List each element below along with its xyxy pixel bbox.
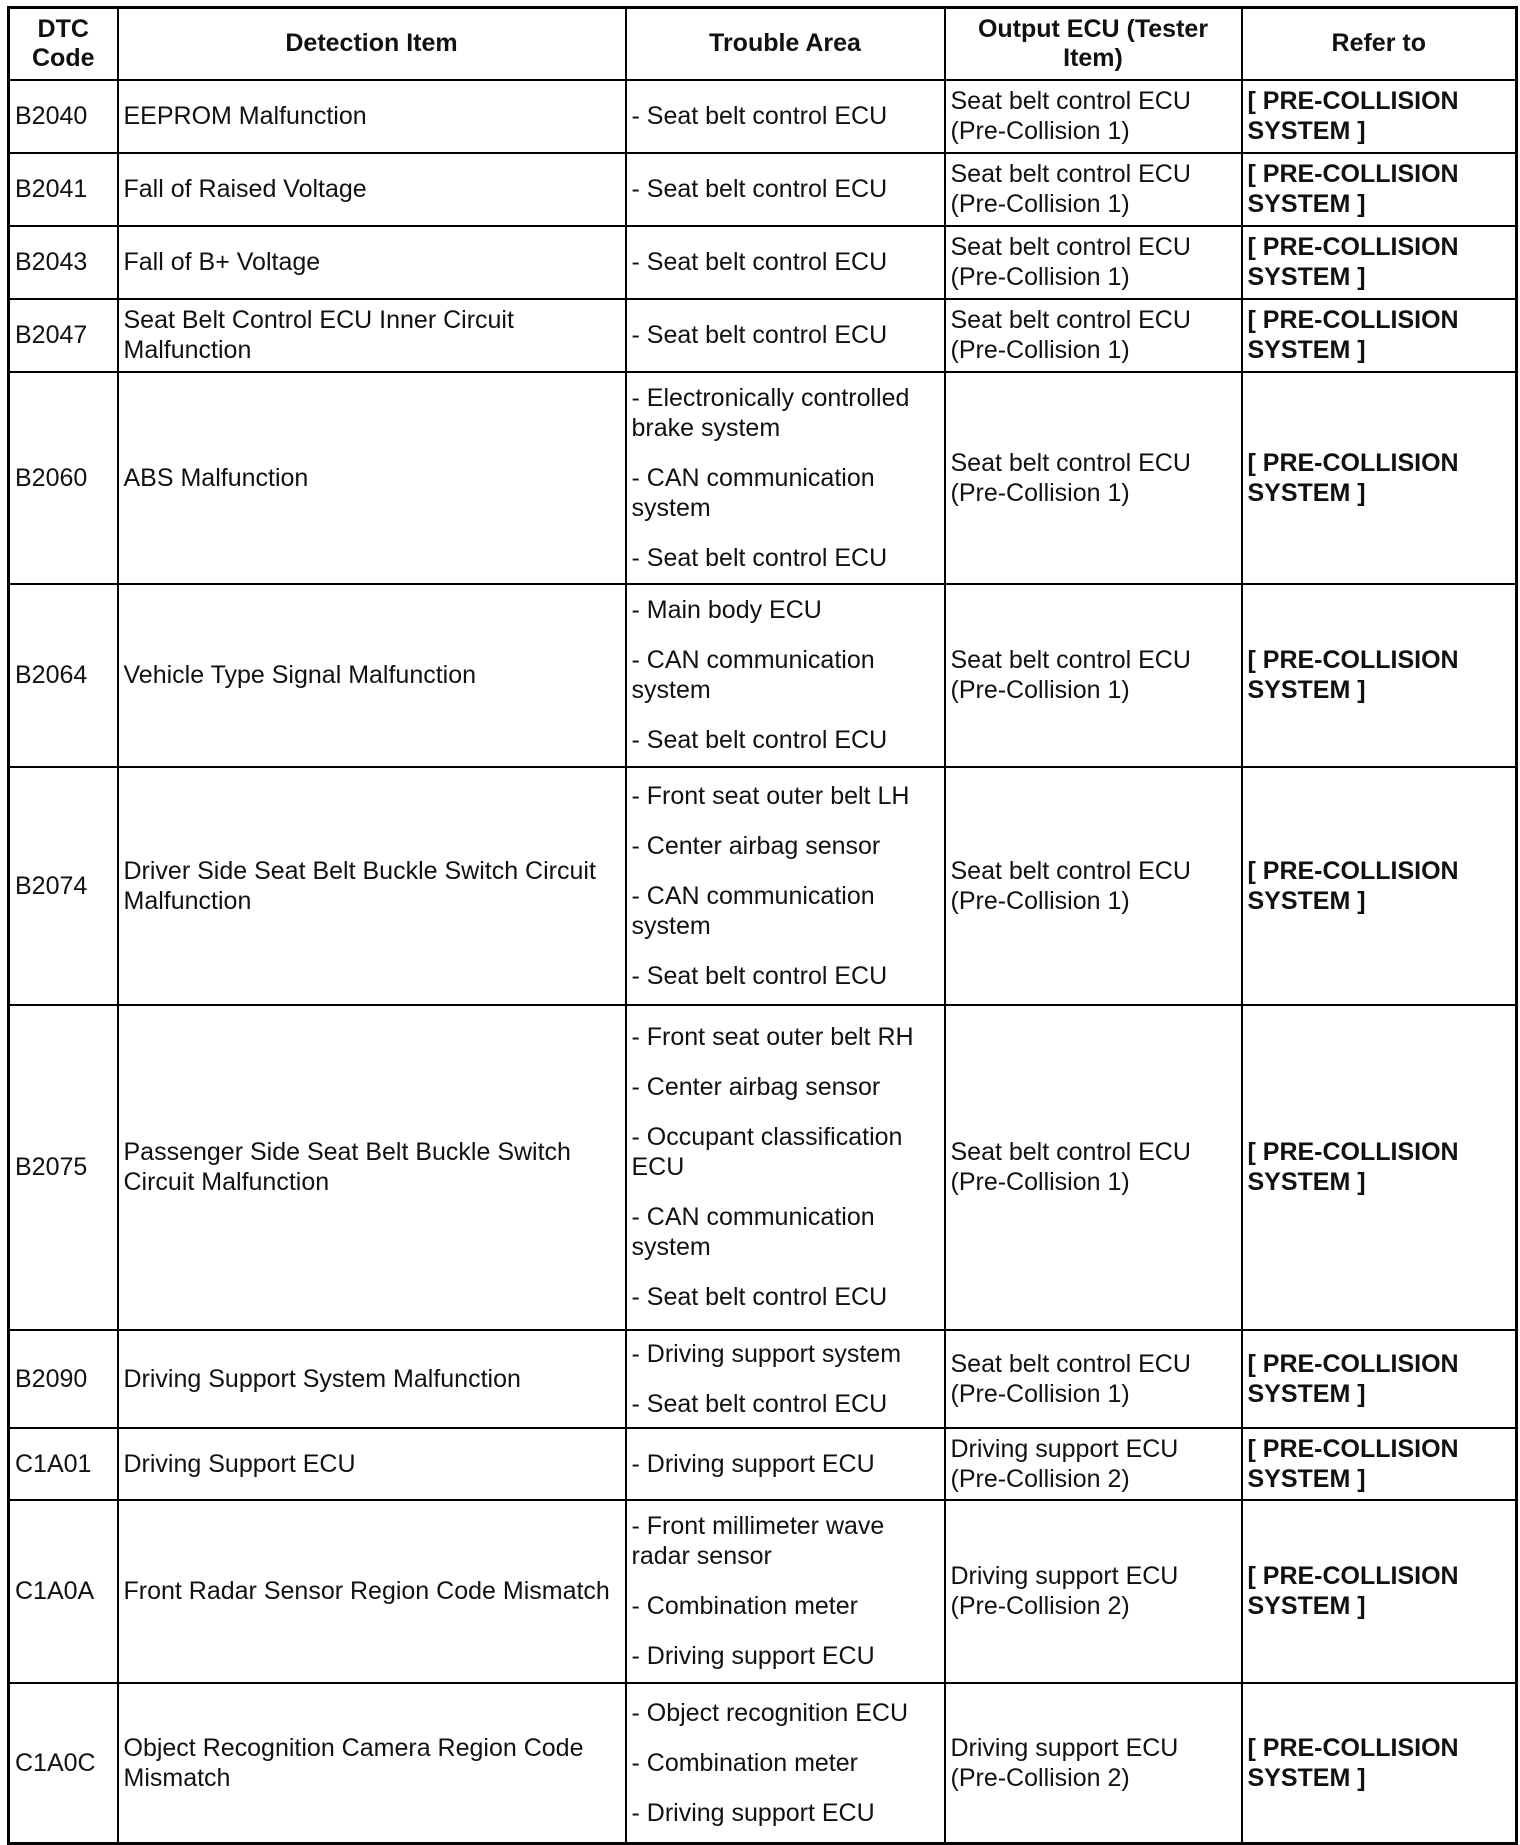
- trouble-area-item: - Driving support ECU: [631, 1642, 875, 1670]
- refer-to-cell: [ PRE-COLLISION SYSTEM ]: [1242, 299, 1517, 372]
- table-row: [9, 584, 1517, 767]
- trouble-area-cell: [626, 372, 945, 584]
- refer-to-cell: [ PRE-COLLISION SYSTEM ]: [1242, 767, 1517, 1005]
- trouble-area-item: - Driving support ECU: [631, 1798, 875, 1827]
- refer-to-cell: [ PRE-COLLISION SYSTEM ]: [1242, 80, 1517, 153]
- output-ecu-cell: Seat belt control ECU (Pre-Collision 1): [945, 299, 1242, 372]
- refer-to-cell: [ PRE-COLLISION SYSTEM ]: [1242, 153, 1517, 226]
- trouble-area-item: - Front seat outer belt LH: [631, 781, 910, 810]
- trouble-area-item: - Driving support system: [631, 1339, 902, 1368]
- refer-to-cell: [ PRE-COLLISION SYSTEM ]: [1242, 584, 1517, 767]
- detection-item-cell: Fall of B+ Voltage: [118, 226, 626, 299]
- table-body: [9, 80, 1517, 1844]
- header-output-ecu: Output ECU (Tester Item): [945, 8, 1242, 80]
- output-ecu-cell: Driving support ECU (Pre-Collision 2): [945, 1683, 1242, 1844]
- trouble-area-item: - Object recognition ECU: [631, 1698, 909, 1727]
- detection-item-cell: Seat Belt Control ECU Inner Circuit Malfunction: [118, 299, 626, 372]
- dtc-code-cell: B2090: [9, 1330, 118, 1428]
- detection-item-cell: Passenger Side Seat Belt Buckle Switch Circuit Malfunction: [118, 1005, 626, 1330]
- refer-to-cell: [ PRE-COLLISION SYSTEM ]: [1242, 226, 1517, 299]
- trouble-area-cell: [626, 1330, 945, 1428]
- table-row: [9, 1683, 1517, 1844]
- dtc-code-cell: B2047: [9, 299, 118, 372]
- table-row: [9, 80, 1517, 153]
- trouble-area-item: - Front millimeter wave radar sensor: [631, 1512, 885, 1570]
- output-ecu-cell: Seat belt control ECU (Pre-Collision 1): [945, 1005, 1242, 1330]
- dtc-code-cell: C1A0A: [9, 1500, 118, 1683]
- table-row: [9, 153, 1517, 226]
- header-refer-to: Refer to: [1242, 8, 1517, 80]
- header-dtc-code: DTC Code: [9, 8, 118, 80]
- table-row: [9, 1005, 1517, 1330]
- detection-item-cell: Driving Support System Malfunction: [118, 1330, 626, 1428]
- table-row: [9, 1500, 1517, 1683]
- trouble-area-item: - Seat belt control ECU: [631, 1389, 888, 1418]
- refer-to-cell: [ PRE-COLLISION SYSTEM ]: [1242, 1500, 1517, 1683]
- output-ecu-cell: Seat belt control ECU (Pre-Collision 1): [945, 372, 1242, 584]
- trouble-area-item: - CAN communication system: [631, 1203, 875, 1261]
- output-ecu-cell: Seat belt control ECU (Pre-Collision 1): [945, 80, 1242, 153]
- trouble-area-item: - Occupant classification ECU: [631, 1123, 903, 1181]
- refer-to-cell: [ PRE-COLLISION SYSTEM ]: [1242, 1428, 1517, 1500]
- dtc-code-cell: B2075: [9, 1005, 118, 1330]
- trouble-area-cell: [626, 226, 945, 299]
- detection-item-cell: Driving Support ECU: [118, 1428, 626, 1500]
- table-row: [9, 226, 1517, 299]
- refer-to-cell: [ PRE-COLLISION SYSTEM ]: [1242, 1683, 1517, 1844]
- trouble-area-item: - Electronically controlled brake system: [631, 383, 910, 442]
- output-ecu-cell: Seat belt control ECU (Pre-Collision 1): [945, 226, 1242, 299]
- trouble-area-item: - Seat belt control ECU: [631, 102, 888, 130]
- trouble-area-cell: [626, 299, 945, 372]
- refer-to-cell: [ PRE-COLLISION SYSTEM ]: [1242, 372, 1517, 584]
- header-row: [9, 8, 1517, 80]
- output-ecu-cell: Driving support ECU (Pre-Collision 2): [945, 1428, 1242, 1500]
- trouble-area-item: - Seat belt control ECU: [631, 961, 888, 990]
- trouble-area-item: - Main body ECU: [631, 596, 822, 624]
- detection-item-cell: ABS Malfunction: [118, 372, 626, 584]
- trouble-area-cell: [626, 1500, 945, 1683]
- trouble-area-item: - Seat belt control ECU: [631, 1283, 888, 1311]
- header-trouble-area: Trouble Area: [626, 8, 945, 80]
- table-row: [9, 1330, 1517, 1428]
- table-row: [9, 767, 1517, 1005]
- trouble-area-item: - Combination meter: [631, 1748, 858, 1777]
- dtc-code-cell: B2043: [9, 226, 118, 299]
- trouble-area-cell: [626, 584, 945, 767]
- trouble-area-cell: [626, 153, 945, 226]
- output-ecu-cell: Seat belt control ECU (Pre-Collision 1): [945, 1330, 1242, 1428]
- trouble-area-item: - CAN communication system: [631, 881, 875, 940]
- trouble-area-cell: [626, 1428, 945, 1500]
- output-ecu-cell: Seat belt control ECU (Pre-Collision 1): [945, 584, 1242, 767]
- table-row: [9, 372, 1517, 584]
- trouble-area-item: - CAN communication system: [631, 463, 875, 522]
- trouble-area-item: - Front seat outer belt RH: [631, 1023, 914, 1051]
- output-ecu-cell: Seat belt control ECU (Pre-Collision 1): [945, 153, 1242, 226]
- refer-to-cell: [ PRE-COLLISION SYSTEM ]: [1242, 1005, 1517, 1330]
- detection-item-cell: Driver Side Seat Belt Buckle Switch Circuit Malfunction: [118, 767, 626, 1005]
- dtc-code-cell: C1A0C: [9, 1683, 118, 1844]
- table-row: [9, 1428, 1517, 1500]
- trouble-area-item: - Seat belt control ECU: [631, 726, 888, 754]
- trouble-area-cell: [626, 1005, 945, 1330]
- trouble-area-cell: [626, 1683, 945, 1844]
- detection-item-cell: Vehicle Type Signal Malfunction: [118, 584, 626, 767]
- output-ecu-cell: Seat belt control ECU (Pre-Collision 1): [945, 767, 1242, 1005]
- detection-item-cell: Object Recognition Camera Region Code Mismatch: [118, 1683, 626, 1844]
- output-ecu-cell: Driving support ECU (Pre-Collision 2): [945, 1500, 1242, 1683]
- trouble-area-cell: [626, 80, 945, 153]
- trouble-area-item: - Seat belt control ECU: [631, 175, 888, 203]
- header-detection-item: Detection Item: [118, 8, 626, 80]
- trouble-area-item: - Center airbag sensor: [631, 831, 881, 860]
- trouble-area-item: - Seat belt control ECU: [631, 248, 888, 276]
- dtc-code-cell: B2074: [9, 767, 118, 1005]
- detection-item-cell: Front Radar Sensor Region Code Mismatch: [118, 1500, 626, 1683]
- trouble-area-item: - Seat belt control ECU: [631, 321, 888, 349]
- detection-item-cell: EEPROM Malfunction: [118, 80, 626, 153]
- dtc-code-cell: B2041: [9, 153, 118, 226]
- trouble-area-cell: [626, 767, 945, 1005]
- dtc-table: [7, 6, 1518, 1845]
- dtc-code-cell: C1A01: [9, 1428, 118, 1500]
- dtc-code-cell: B2060: [9, 372, 118, 584]
- refer-to-cell: [ PRE-COLLISION SYSTEM ]: [1242, 1330, 1517, 1428]
- trouble-area-item: - Center airbag sensor: [631, 1073, 881, 1101]
- dtc-code-cell: B2040: [9, 80, 118, 153]
- table-row: [9, 299, 1517, 372]
- trouble-area-item: - Seat belt control ECU: [631, 543, 888, 572]
- trouble-area-item: - Combination meter: [631, 1592, 858, 1620]
- dtc-code-cell: B2064: [9, 584, 118, 767]
- trouble-area-item: - CAN communication system: [631, 646, 875, 704]
- trouble-area-item: - Driving support ECU: [631, 1449, 875, 1478]
- detection-item-cell: Fall of Raised Voltage: [118, 153, 626, 226]
